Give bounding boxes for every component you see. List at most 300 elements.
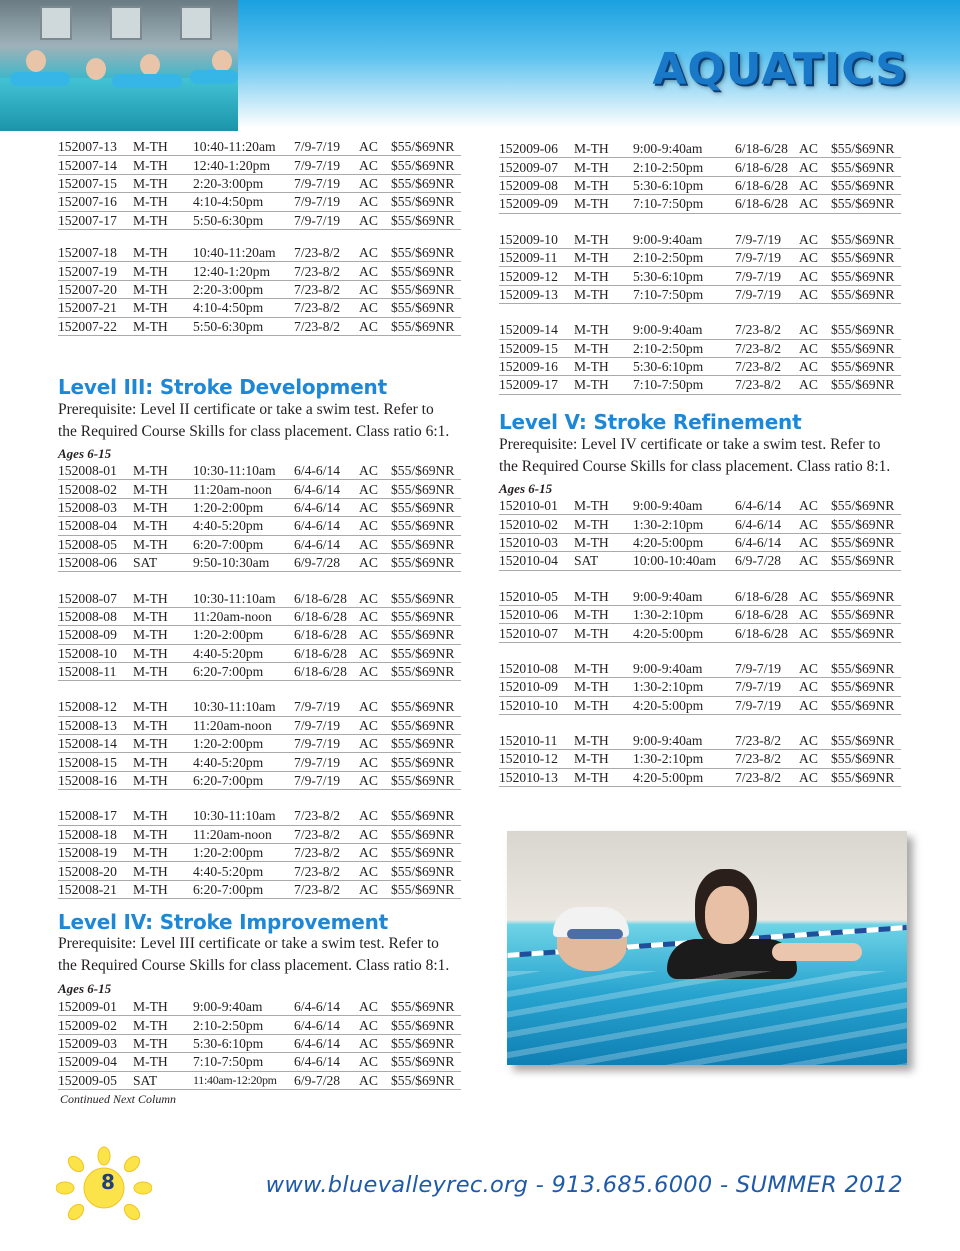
time-cell: 2:20-3:00pm	[193, 280, 294, 298]
location-cell: AC	[359, 553, 391, 571]
fee-cell: $55/$69NR	[831, 376, 901, 394]
fee-cell: $55/$69NR	[831, 176, 901, 194]
days-cell: M-TH	[133, 462, 193, 480]
table-row	[499, 195, 901, 213]
course-number-cell: 152008-21	[58, 880, 133, 898]
fee-cell: $55/$69NR	[831, 732, 901, 750]
time-cell: 9:00-9:40am	[633, 732, 735, 750]
dates-cell: 7/9-7/19	[294, 753, 359, 771]
time-cell: 4:40-5:20pm	[193, 862, 294, 880]
days-cell: M-TH	[133, 662, 193, 680]
dates-cell: 7/23-8/2	[735, 321, 799, 339]
location-cell: AC	[359, 517, 391, 535]
table-row	[58, 998, 461, 1016]
location-cell: AC	[799, 552, 831, 570]
course-number-cell: 152010-05	[499, 588, 574, 606]
schedule-table	[58, 807, 461, 899]
course-number-cell: 152009-06	[499, 140, 574, 158]
schedule-table	[499, 321, 901, 395]
fee-cell: $55/$69NR	[391, 735, 461, 753]
fee-cell: $55/$69NR	[391, 844, 461, 862]
fee-cell: $55/$69NR	[831, 750, 901, 768]
fee-cell: $55/$69NR	[831, 267, 901, 285]
location-cell: AC	[359, 498, 391, 516]
days-cell: M-TH	[133, 607, 193, 625]
fee-cell: $55/$69NR	[831, 339, 901, 357]
days-cell: SAT	[133, 1071, 193, 1089]
fee-cell: $55/$69NR	[391, 998, 461, 1016]
time-cell: 11:40am-12:20pm	[193, 1071, 294, 1089]
table-row	[58, 480, 461, 498]
course-number-cell: 152009-17	[499, 376, 574, 394]
dates-cell: 6/4-6/14	[294, 517, 359, 535]
continued-note: Continued Next Column	[60, 1092, 176, 1106]
time-cell: 9:00-9:40am	[633, 660, 735, 678]
schedule-table	[499, 732, 901, 787]
table-row	[58, 662, 461, 680]
time-cell: 11:20am-noon	[193, 716, 294, 734]
fee-cell: $55/$69NR	[831, 248, 901, 266]
days-cell: M-TH	[574, 176, 633, 194]
fee-cell: $55/$69NR	[391, 280, 461, 298]
course-number-cell: 152010-12	[499, 750, 574, 768]
dates-cell: 7/23-8/2	[294, 317, 359, 335]
course-number-cell: 152009-11	[499, 248, 574, 266]
days-cell: M-TH	[574, 248, 633, 266]
time-cell: 4:20-5:00pm	[633, 696, 735, 714]
table-row	[58, 698, 461, 716]
course-number-cell: 152010-06	[499, 605, 574, 623]
course-number-cell: 152008-10	[58, 644, 133, 662]
fee-cell: $55/$69NR	[391, 517, 461, 535]
table-row	[499, 158, 901, 176]
dates-cell: 6/9-7/28	[294, 1071, 359, 1089]
days-cell: M-TH	[133, 844, 193, 862]
fee-cell: $55/$69NR	[391, 156, 461, 174]
dates-cell: 6/18-6/28	[735, 588, 799, 606]
fee-cell: $55/$69NR	[831, 285, 901, 303]
swimmer-figure	[212, 50, 232, 72]
prerequisite-line: Prerequisite: Level II certificate or take a swim test. Refer to	[58, 401, 434, 418]
table-row	[58, 771, 461, 789]
days-cell: M-TH	[133, 517, 193, 535]
course-number-cell: 152007-16	[58, 193, 133, 211]
fee-cell: $55/$69NR	[391, 862, 461, 880]
dates-cell: 7/9-7/19	[294, 174, 359, 192]
time-cell: 11:20am-noon	[193, 607, 294, 625]
location-cell: AC	[799, 588, 831, 606]
course-number-cell: 152009-05	[58, 1071, 133, 1089]
days-cell: M-TH	[133, 299, 193, 317]
time-cell: 2:20-3:00pm	[193, 174, 294, 192]
location-cell: AC	[359, 698, 391, 716]
time-cell: 1:20-2:00pm	[193, 844, 294, 862]
table-row	[58, 862, 461, 880]
days-cell: M-TH	[133, 262, 193, 280]
location-cell: AC	[799, 158, 831, 176]
location-cell: AC	[359, 644, 391, 662]
days-cell: M-TH	[574, 376, 633, 394]
fee-cell: $55/$69NR	[831, 321, 901, 339]
location-cell: AC	[359, 317, 391, 335]
time-cell: 9:00-9:40am	[193, 998, 294, 1016]
days-cell: M-TH	[574, 285, 633, 303]
days-cell: M-TH	[574, 588, 633, 606]
days-cell: M-TH	[574, 696, 633, 714]
table-row	[58, 735, 461, 753]
fee-cell: $55/$69NR	[831, 158, 901, 176]
dates-cell: 7/9-7/19	[735, 285, 799, 303]
location-cell: AC	[799, 515, 831, 533]
time-cell: 6:20-7:00pm	[193, 880, 294, 898]
time-cell: 10:30-11:10am	[193, 462, 294, 480]
swim-class-photo	[0, 0, 238, 131]
location-cell: AC	[799, 768, 831, 786]
level4-heading: Level IV: Stroke Improvement	[58, 910, 388, 934]
dates-cell: 6/4-6/14	[735, 497, 799, 515]
days-cell: M-TH	[133, 193, 193, 211]
level3-schedule	[58, 462, 461, 899]
time-cell: 7:10-7:50pm	[633, 376, 735, 394]
schedule-table	[58, 698, 461, 790]
days-cell: M-TH	[133, 317, 193, 335]
days-cell: M-TH	[133, 698, 193, 716]
fee-cell: $55/$69NR	[391, 211, 461, 229]
table-row	[58, 753, 461, 771]
days-cell: SAT	[574, 552, 633, 570]
swimmer-figure	[140, 54, 160, 76]
dates-cell: 6/4-6/14	[294, 1016, 359, 1034]
location-cell: AC	[359, 716, 391, 734]
time-cell: 4:20-5:00pm	[633, 533, 735, 551]
dates-cell: 6/18-6/28	[735, 140, 799, 158]
dates-cell: 7/23-8/2	[735, 376, 799, 394]
time-cell: 10:30-11:10am	[193, 698, 294, 716]
fee-cell: $55/$69NR	[831, 195, 901, 213]
days-cell: M-TH	[574, 339, 633, 357]
course-number-cell: 152008-11	[58, 662, 133, 680]
dates-cell: 7/9-7/19	[294, 156, 359, 174]
fee-cell: $55/$69NR	[831, 588, 901, 606]
level4-prerequisite	[58, 933, 478, 977]
course-number-cell: 152009-15	[499, 339, 574, 357]
table-row	[499, 768, 901, 786]
fee-cell: $55/$69NR	[391, 138, 461, 156]
time-cell: 5:30-6:10pm	[633, 176, 735, 194]
instructor-face	[705, 886, 749, 944]
dates-cell: 7/9-7/19	[294, 138, 359, 156]
dates-cell: 7/23-8/2	[735, 339, 799, 357]
time-cell: 4:10-4:50pm	[193, 193, 294, 211]
time-cell: 7:10-7:50pm	[633, 285, 735, 303]
location-cell: AC	[359, 844, 391, 862]
level3-prerequisite	[58, 399, 478, 443]
location-cell: AC	[359, 1034, 391, 1052]
dates-cell: 6/4-6/14	[294, 462, 359, 480]
days-cell: M-TH	[574, 732, 633, 750]
fee-cell: $55/$69NR	[391, 626, 461, 644]
fee-cell: $55/$69NR	[391, 698, 461, 716]
course-number-cell: 152010-03	[499, 533, 574, 551]
table-row	[58, 517, 461, 535]
prerequisite-line: the Required Course Skills for class placement. Class ratio 8:1.	[499, 458, 891, 475]
table-row	[499, 376, 901, 394]
dates-cell: 6/18-6/28	[294, 607, 359, 625]
days-cell: M-TH	[133, 716, 193, 734]
time-cell: 5:30-6:10pm	[633, 357, 735, 375]
days-cell: SAT	[133, 553, 193, 571]
fee-cell: $55/$69NR	[391, 753, 461, 771]
time-cell: 12:40-1:20pm	[193, 156, 294, 174]
course-number-cell: 152008-05	[58, 535, 133, 553]
days-cell: M-TH	[133, 1053, 193, 1071]
location-cell: AC	[799, 678, 831, 696]
days-cell: M-TH	[133, 480, 193, 498]
table-row	[499, 357, 901, 375]
location-cell: AC	[799, 176, 831, 194]
course-number-cell: 152007-18	[58, 244, 133, 262]
fee-cell: $55/$69NR	[831, 552, 901, 570]
days-cell: M-TH	[574, 195, 633, 213]
time-cell: 1:30-2:10pm	[633, 750, 735, 768]
time-cell: 5:50-6:30pm	[193, 317, 294, 335]
dates-cell: 6/4-6/14	[294, 535, 359, 553]
location-cell: AC	[359, 998, 391, 1016]
days-cell: M-TH	[133, 211, 193, 229]
schedule-block	[58, 138, 461, 336]
table-row	[58, 716, 461, 734]
fee-cell: $55/$69NR	[391, 535, 461, 553]
level5-schedule	[499, 497, 901, 787]
table-row	[58, 193, 461, 211]
window-decor	[110, 6, 142, 40]
time-cell: 9:00-9:40am	[633, 497, 735, 515]
table-row	[58, 317, 461, 335]
location-cell: AC	[359, 1053, 391, 1071]
fee-cell: $55/$69NR	[391, 662, 461, 680]
table-row	[499, 750, 901, 768]
days-cell: M-TH	[133, 735, 193, 753]
level5-prerequisite	[499, 434, 919, 478]
course-number-cell: 152009-12	[499, 267, 574, 285]
fee-cell: $55/$69NR	[391, 174, 461, 192]
table-row	[499, 533, 901, 551]
days-cell: M-TH	[133, 644, 193, 662]
course-number-cell: 152010-10	[499, 696, 574, 714]
dates-cell: 6/4-6/14	[294, 998, 359, 1016]
dates-cell: 6/4-6/14	[294, 1053, 359, 1071]
location-cell: AC	[799, 321, 831, 339]
schedule-table	[499, 497, 901, 571]
schedule-table	[58, 244, 461, 336]
days-cell: M-TH	[133, 589, 193, 607]
dates-cell: 7/9-7/19	[294, 698, 359, 716]
time-cell: 7:10-7:50pm	[193, 1053, 294, 1071]
fee-cell: $55/$69NR	[391, 880, 461, 898]
fee-cell: $55/$69NR	[391, 716, 461, 734]
time-cell: 2:10-2:50pm	[633, 158, 735, 176]
location-cell: AC	[359, 193, 391, 211]
table-row	[58, 825, 461, 843]
schedule-table	[499, 140, 901, 214]
days-cell: M-TH	[574, 678, 633, 696]
course-number-cell: 152007-13	[58, 138, 133, 156]
fee-cell: $55/$69NR	[391, 1034, 461, 1052]
time-cell: 5:50-6:30pm	[193, 211, 294, 229]
table-row	[499, 696, 901, 714]
days-cell: M-TH	[133, 138, 193, 156]
course-number-cell: 152008-03	[58, 498, 133, 516]
course-number-cell: 152008-09	[58, 626, 133, 644]
time-cell: 2:10-2:50pm	[633, 339, 735, 357]
footer-contact: www.bluevalleyrec.org - 913.685.6000 - SUMMER 2012	[265, 1172, 903, 1198]
location-cell: AC	[799, 696, 831, 714]
table-row	[499, 660, 901, 678]
fee-cell: $55/$69NR	[831, 696, 901, 714]
location-cell: AC	[359, 880, 391, 898]
time-cell: 1:20-2:00pm	[193, 626, 294, 644]
course-number-cell: 152007-15	[58, 174, 133, 192]
course-number-cell: 152007-20	[58, 280, 133, 298]
page-title: AQUATICS	[652, 44, 908, 95]
fee-cell: $55/$69NR	[391, 299, 461, 317]
course-number-cell: 152008-15	[58, 753, 133, 771]
days-cell: M-TH	[133, 498, 193, 516]
table-row	[499, 285, 901, 303]
course-number-cell: 152008-01	[58, 462, 133, 480]
time-cell: 6:20-7:00pm	[193, 771, 294, 789]
table-row	[58, 553, 461, 571]
course-number-cell: 152007-17	[58, 211, 133, 229]
swimmer-figure	[86, 58, 106, 80]
schedule-table	[58, 589, 461, 681]
prerequisite-line: Prerequisite: Level III certificate or take a swim test. Refer to	[58, 935, 439, 952]
level5-heading: Level V: Stroke Refinement	[499, 410, 802, 434]
dates-cell: 7/23-8/2	[294, 844, 359, 862]
location-cell: AC	[359, 156, 391, 174]
location-cell: AC	[359, 825, 391, 843]
time-cell: 1:20-2:00pm	[193, 498, 294, 516]
time-cell: 6:20-7:00pm	[193, 535, 294, 553]
table-row	[58, 262, 461, 280]
days-cell: M-TH	[574, 750, 633, 768]
location-cell: AC	[359, 138, 391, 156]
dates-cell: 6/18-6/28	[735, 624, 799, 642]
course-number-cell: 152009-09	[499, 195, 574, 213]
course-number-cell: 152008-18	[58, 825, 133, 843]
dates-cell: 7/23-8/2	[735, 768, 799, 786]
dates-cell: 7/23-8/2	[294, 825, 359, 843]
days-cell: M-TH	[133, 156, 193, 174]
dates-cell: 7/23-8/2	[294, 862, 359, 880]
table-row	[58, 211, 461, 229]
course-number-cell: 152008-20	[58, 862, 133, 880]
dates-cell: 6/4-6/14	[294, 480, 359, 498]
course-number-cell: 152009-04	[58, 1053, 133, 1071]
time-cell: 11:20am-noon	[193, 480, 294, 498]
schedule-table	[499, 588, 901, 643]
location-cell: AC	[799, 605, 831, 623]
location-cell: AC	[359, 262, 391, 280]
fee-cell: $55/$69NR	[391, 498, 461, 516]
schedule-table	[58, 462, 461, 572]
location-cell: AC	[799, 140, 831, 158]
time-cell: 9:00-9:40am	[633, 321, 735, 339]
table-row	[58, 535, 461, 553]
location-cell: AC	[359, 607, 391, 625]
dates-cell: 7/23-8/2	[735, 357, 799, 375]
fee-cell: $55/$69NR	[391, 480, 461, 498]
pool-noodle	[190, 70, 238, 84]
days-cell: M-TH	[133, 174, 193, 192]
location-cell: AC	[359, 280, 391, 298]
days-cell: M-TH	[574, 231, 633, 249]
fee-cell: $55/$69NR	[391, 644, 461, 662]
dates-cell: 7/9-7/19	[294, 193, 359, 211]
table-row	[58, 644, 461, 662]
time-cell: 5:30-6:10pm	[193, 1034, 294, 1052]
fee-cell: $55/$69NR	[391, 771, 461, 789]
table-row	[499, 140, 901, 158]
course-number-cell: 152007-22	[58, 317, 133, 335]
fee-cell: $55/$69NR	[391, 462, 461, 480]
table-row	[499, 515, 901, 533]
course-number-cell: 152009-14	[499, 321, 574, 339]
table-row	[58, 589, 461, 607]
time-cell: 6:20-7:00pm	[193, 662, 294, 680]
location-cell: AC	[359, 1071, 391, 1089]
course-number-cell: 152009-08	[499, 176, 574, 194]
location-cell: AC	[799, 195, 831, 213]
window-decor	[40, 6, 72, 40]
course-number-cell: 152009-07	[499, 158, 574, 176]
fee-cell: $55/$69NR	[831, 497, 901, 515]
pool-noodle	[10, 72, 70, 86]
table-row	[58, 1071, 461, 1089]
schedule-table	[58, 998, 461, 1090]
location-cell: AC	[359, 480, 391, 498]
days-cell: M-TH	[133, 535, 193, 553]
time-cell: 5:30-6:10pm	[633, 267, 735, 285]
course-number-cell: 152010-08	[499, 660, 574, 678]
days-cell: M-TH	[574, 267, 633, 285]
table-row	[58, 138, 461, 156]
course-number-cell: 152008-06	[58, 553, 133, 571]
location-cell: AC	[799, 533, 831, 551]
location-cell: AC	[799, 267, 831, 285]
course-number-cell: 152009-13	[499, 285, 574, 303]
level4-schedule	[58, 998, 461, 1090]
course-number-cell: 152008-14	[58, 735, 133, 753]
level3-ages: Ages 6-15	[58, 446, 112, 461]
time-cell: 10:30-11:10am	[193, 589, 294, 607]
days-cell: M-TH	[574, 533, 633, 551]
fee-cell: $55/$69NR	[831, 624, 901, 642]
table-row	[58, 156, 461, 174]
days-cell: M-TH	[133, 880, 193, 898]
location-cell: AC	[359, 862, 391, 880]
course-number-cell: 152008-16	[58, 771, 133, 789]
time-cell: 2:10-2:50pm	[633, 248, 735, 266]
location-cell: AC	[799, 497, 831, 515]
course-number-cell: 152008-02	[58, 480, 133, 498]
fee-cell: $55/$69NR	[831, 357, 901, 375]
dates-cell: 6/18-6/28	[294, 644, 359, 662]
dates-cell: 7/9-7/19	[735, 231, 799, 249]
days-cell: M-TH	[574, 140, 633, 158]
fee-cell: $55/$69NR	[831, 605, 901, 623]
location-cell: AC	[799, 732, 831, 750]
